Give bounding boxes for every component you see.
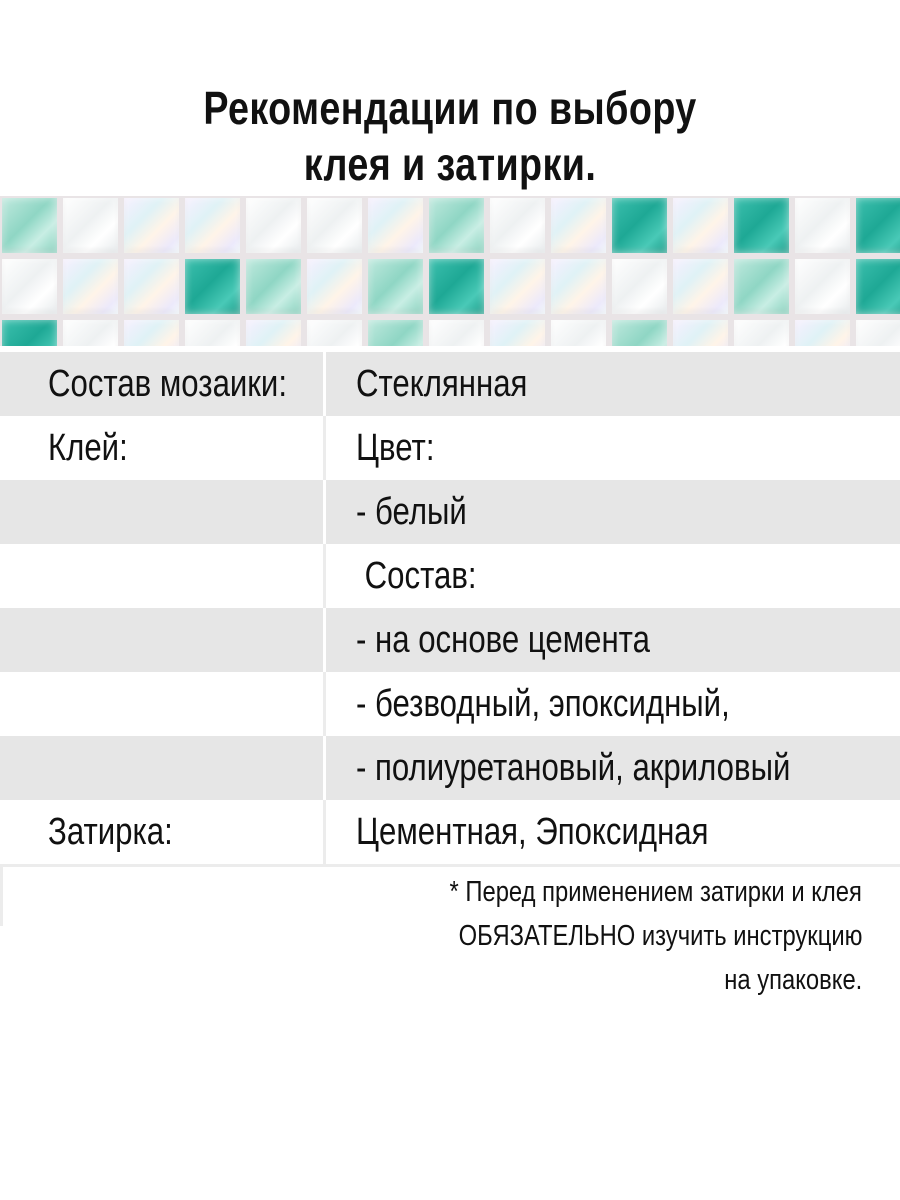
row-label-grout: Затирка: bbox=[48, 810, 173, 853]
mosaic-tile bbox=[307, 320, 362, 346]
mosaic-tile bbox=[185, 259, 240, 314]
mosaic-tile bbox=[734, 198, 789, 253]
mosaic-tile bbox=[490, 259, 545, 314]
mosaic-tile bbox=[185, 198, 240, 253]
mosaic-tile bbox=[124, 259, 179, 314]
mosaic-tile bbox=[856, 259, 900, 314]
mosaic-tile bbox=[124, 320, 179, 346]
mosaic-tile bbox=[2, 320, 57, 346]
footnote bbox=[302, 870, 862, 1002]
table-row bbox=[0, 480, 900, 544]
mosaic-tile bbox=[551, 320, 606, 346]
mosaic-tile bbox=[246, 320, 301, 346]
mosaic-tile bbox=[2, 198, 57, 253]
row-label-glue: Клей: bbox=[48, 426, 128, 469]
mosaic-tile bbox=[307, 198, 362, 253]
mosaic-tile bbox=[673, 259, 728, 314]
row-value-anhydrous-epoxy: - безводный, эпоксидный, bbox=[356, 682, 730, 725]
row-value-color-heading: Цвет: bbox=[356, 426, 435, 469]
table-row bbox=[0, 544, 900, 608]
mosaic-tile bbox=[185, 320, 240, 346]
mosaic-tile bbox=[795, 259, 850, 314]
footnote-line-1: * Перед применением затирки и клея bbox=[449, 876, 862, 908]
mosaic-tile bbox=[551, 259, 606, 314]
mosaic-tile bbox=[795, 198, 850, 253]
table-row bbox=[0, 672, 900, 736]
row-value-white: - белый bbox=[356, 490, 467, 533]
mosaic-tile-image bbox=[0, 196, 900, 346]
row-value-polyurethane-acrylic: - полиуретановый, акриловый bbox=[356, 746, 791, 789]
mosaic-tile bbox=[856, 320, 900, 346]
table-row bbox=[0, 352, 900, 416]
mosaic-tile bbox=[63, 198, 118, 253]
row-value-composition-heading: Состав: bbox=[356, 554, 477, 597]
mosaic-tile bbox=[795, 320, 850, 346]
table-row bbox=[0, 800, 900, 867]
mosaic-tile bbox=[856, 198, 900, 253]
mosaic-tile bbox=[2, 259, 57, 314]
footnote-line-3: на упаковке. bbox=[724, 964, 862, 996]
mosaic-tile bbox=[307, 259, 362, 314]
mosaic-tile bbox=[429, 320, 484, 346]
mosaic-tile bbox=[490, 198, 545, 253]
table-row bbox=[0, 416, 900, 480]
row-value-cement-based: - на основе цемента bbox=[356, 618, 650, 661]
row-value-grout: Цементная, Эпоксидная bbox=[356, 810, 709, 853]
table-row bbox=[0, 608, 900, 672]
mosaic-tile bbox=[429, 198, 484, 253]
mosaic-tile bbox=[673, 320, 728, 346]
title-line-1: Рекомендации по выбору bbox=[203, 82, 697, 134]
mosaic-tile bbox=[246, 259, 301, 314]
page-title bbox=[81, 80, 819, 192]
mosaic-tile bbox=[734, 259, 789, 314]
mosaic-tile bbox=[368, 259, 423, 314]
mosaic-tile bbox=[63, 259, 118, 314]
recommendation-table bbox=[0, 352, 900, 867]
divider bbox=[0, 866, 3, 926]
mosaic-tile bbox=[368, 320, 423, 346]
mosaic-tile bbox=[734, 320, 789, 346]
mosaic-tile bbox=[612, 320, 667, 346]
title-line-2: клея и затирки. bbox=[303, 138, 597, 190]
mosaic-tile bbox=[612, 259, 667, 314]
mosaic-tile bbox=[368, 198, 423, 253]
mosaic-tile bbox=[124, 198, 179, 253]
row-label-composition: Состав мозаики: bbox=[48, 362, 288, 405]
mosaic-tile bbox=[246, 198, 301, 253]
row-value-composition: Стеклянная bbox=[356, 362, 528, 405]
mosaic-tile bbox=[63, 320, 118, 346]
mosaic-tile bbox=[612, 198, 667, 253]
table-row bbox=[0, 736, 900, 800]
mosaic-tile bbox=[673, 198, 728, 253]
mosaic-tile bbox=[490, 320, 545, 346]
footnote-line-2: ОБЯЗАТЕЛЬНО изучить инструкцию bbox=[458, 920, 862, 952]
mosaic-tile bbox=[551, 198, 606, 253]
mosaic-tile bbox=[429, 259, 484, 314]
